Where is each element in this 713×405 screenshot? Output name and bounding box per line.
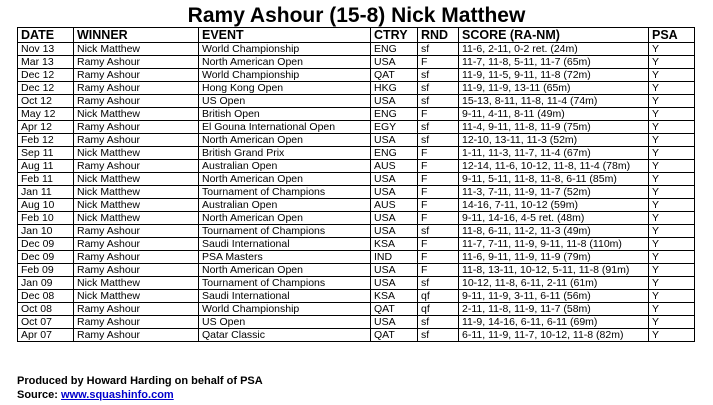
- table-row: [18, 69, 695, 82]
- cell-winner: Ramy Ashour: [74, 251, 199, 264]
- cell-date: Feb 10: [18, 212, 74, 225]
- cell-event: PSA Masters: [199, 251, 371, 264]
- table-row: [18, 264, 695, 277]
- cell-country: USA: [371, 277, 418, 290]
- cell-date: Dec 09: [18, 238, 74, 251]
- cell-event: Hong Kong Open: [199, 82, 371, 95]
- cell-event: World Championship: [199, 69, 371, 82]
- cell-event: British Grand Prix: [199, 147, 371, 160]
- cell-psa: Y: [649, 251, 695, 264]
- cell-round: sf: [418, 316, 459, 329]
- cell-date: Aug 10: [18, 199, 74, 212]
- table-row: [18, 134, 695, 147]
- cell-score: 11-9, 11-5, 9-11, 11-8 (72m): [459, 69, 649, 82]
- cell-round: F: [418, 251, 459, 264]
- cell-event: North American Open: [199, 212, 371, 225]
- cell-country: KSA: [371, 290, 418, 303]
- cell-date: Feb 09: [18, 264, 74, 277]
- cell-score: 10-12, 11-8, 6-11, 2-11 (61m): [459, 277, 649, 290]
- cell-psa: Y: [649, 199, 695, 212]
- cell-date: Jan 11: [18, 186, 74, 199]
- cell-score: 14-16, 7-11, 10-12 (59m): [459, 199, 649, 212]
- cell-date: Oct 12: [18, 95, 74, 108]
- cell-round: F: [418, 264, 459, 277]
- cell-winner: Nick Matthew: [74, 108, 199, 121]
- cell-psa: Y: [649, 225, 695, 238]
- cell-round: sf: [418, 121, 459, 134]
- cell-round: sf: [418, 134, 459, 147]
- cell-round: F: [418, 108, 459, 121]
- cell-score: 11-9, 11-9, 13-11 (65m): [459, 82, 649, 95]
- cell-psa: Y: [649, 69, 695, 82]
- cell-score: 12-14, 11-6, 10-12, 11-8, 11-4 (78m): [459, 160, 649, 173]
- cell-winner: Ramy Ashour: [74, 95, 199, 108]
- table-row: [18, 251, 695, 264]
- cell-round: sf: [418, 95, 459, 108]
- cell-score: 2-11, 11-8, 11-9, 11-7 (58m): [459, 303, 649, 316]
- cell-score: 9-11, 14-16, 4-5 ret. (48m): [459, 212, 649, 225]
- cell-winner: Nick Matthew: [74, 173, 199, 186]
- cell-event: Saudi International: [199, 290, 371, 303]
- cell-psa: Y: [649, 147, 695, 160]
- cell-psa: Y: [649, 43, 695, 56]
- cell-event: Qatar Classic: [199, 329, 371, 342]
- produced-by-text: Produced by Howard Harding on behalf of PSA: [17, 375, 263, 387]
- table-row: [18, 186, 695, 199]
- cell-winner: Nick Matthew: [74, 277, 199, 290]
- cell-country: USA: [371, 212, 418, 225]
- cell-event: Tournament of Champions: [199, 186, 371, 199]
- cell-country: USA: [371, 186, 418, 199]
- cell-event: North American Open: [199, 264, 371, 277]
- cell-date: Oct 08: [18, 303, 74, 316]
- cell-date: Dec 08: [18, 290, 74, 303]
- cell-score: 11-6, 2-11, 0-2 ret. (24m): [459, 43, 649, 56]
- cell-score: 6-11, 11-9, 11-7, 10-12, 11-8 (82m): [459, 329, 649, 342]
- cell-psa: Y: [649, 160, 695, 173]
- cell-round: F: [418, 160, 459, 173]
- cell-score: 1-11, 11-3, 11-7, 11-4 (67m): [459, 147, 649, 160]
- cell-round: sf: [418, 43, 459, 56]
- cell-date: Dec 12: [18, 82, 74, 95]
- cell-round: F: [418, 212, 459, 225]
- cell-score: 11-7, 11-8, 5-11, 11-7 (65m): [459, 56, 649, 69]
- cell-round: sf: [418, 329, 459, 342]
- cell-round: sf: [418, 277, 459, 290]
- cell-score: 11-6, 9-11, 11-9, 11-9 (79m): [459, 251, 649, 264]
- cell-event: North American Open: [199, 134, 371, 147]
- cell-winner: Ramy Ashour: [74, 82, 199, 95]
- column-header-date: DATE: [18, 28, 74, 43]
- cell-winner: Ramy Ashour: [74, 303, 199, 316]
- column-header-winner: WINNER: [74, 28, 199, 43]
- cell-winner: Ramy Ashour: [74, 238, 199, 251]
- cell-winner: Ramy Ashour: [74, 69, 199, 82]
- cell-round: sf: [418, 82, 459, 95]
- cell-date: Feb 11: [18, 173, 74, 186]
- table-row: [18, 95, 695, 108]
- table-row: [18, 316, 695, 329]
- cell-date: Aug 11: [18, 160, 74, 173]
- table-row: [18, 56, 695, 69]
- cell-psa: Y: [649, 277, 695, 290]
- cell-date: Jan 09: [18, 277, 74, 290]
- cell-country: ENG: [371, 147, 418, 160]
- cell-psa: Y: [649, 82, 695, 95]
- cell-round: qf: [418, 290, 459, 303]
- cell-country: EGY: [371, 121, 418, 134]
- cell-event: US Open: [199, 316, 371, 329]
- cell-score: 11-9, 14-16, 6-11, 6-11 (69m): [459, 316, 649, 329]
- table-body: [18, 43, 695, 342]
- cell-round: sf: [418, 225, 459, 238]
- cell-country: ENG: [371, 43, 418, 56]
- cell-winner: Nick Matthew: [74, 212, 199, 225]
- cell-score: 9-11, 5-11, 11-8, 11-8, 6-11 (85m): [459, 173, 649, 186]
- cell-country: AUS: [371, 160, 418, 173]
- cell-country: QAT: [371, 303, 418, 316]
- cell-country: USA: [371, 134, 418, 147]
- cell-score: 11-3, 7-11, 11-9, 11-7 (52m): [459, 186, 649, 199]
- cell-psa: Y: [649, 95, 695, 108]
- cell-score: 12-10, 13-11, 11-3 (52m): [459, 134, 649, 147]
- table-row: [18, 238, 695, 251]
- cell-event: Australian Open: [199, 160, 371, 173]
- cell-winner: Ramy Ashour: [74, 225, 199, 238]
- cell-date: Nov 13: [18, 43, 74, 56]
- cell-event: Saudi International: [199, 238, 371, 251]
- cell-country: ENG: [371, 108, 418, 121]
- cell-event: Tournament of Champions: [199, 277, 371, 290]
- cell-psa: Y: [649, 134, 695, 147]
- table-row: [18, 199, 695, 212]
- cell-score: 11-8, 13-11, 10-12, 5-11, 11-8 (91m): [459, 264, 649, 277]
- page-title: Ramy Ashour (15-8) Nick Matthew: [187, 4, 526, 27]
- cell-winner: Nick Matthew: [74, 186, 199, 199]
- cell-psa: Y: [649, 108, 695, 121]
- cell-event: World Championship: [199, 43, 371, 56]
- cell-event: British Open: [199, 108, 371, 121]
- table-row: [18, 225, 695, 238]
- cell-winner: Ramy Ashour: [74, 264, 199, 277]
- source-link[interactable]: www.squashinfo.com: [61, 389, 174, 401]
- column-header-score: SCORE (RA-NM): [459, 28, 649, 43]
- source-label: Source:: [17, 389, 58, 401]
- cell-country: USA: [371, 95, 418, 108]
- cell-country: USA: [371, 264, 418, 277]
- cell-date: Dec 09: [18, 251, 74, 264]
- cell-country: QAT: [371, 69, 418, 82]
- column-header-psa: PSA: [649, 28, 695, 43]
- cell-round: F: [418, 173, 459, 186]
- cell-date: Dec 12: [18, 69, 74, 82]
- cell-country: IND: [371, 251, 418, 264]
- cell-winner: Ramy Ashour: [74, 56, 199, 69]
- cell-winner: Nick Matthew: [74, 290, 199, 303]
- cell-psa: Y: [649, 121, 695, 134]
- cell-country: QAT: [371, 329, 418, 342]
- table-row: [18, 121, 695, 134]
- cell-score: 11-4, 9-11, 11-8, 11-9 (75m): [459, 121, 649, 134]
- cell-round: qf: [418, 303, 459, 316]
- cell-psa: Y: [649, 173, 695, 186]
- cell-round: F: [418, 186, 459, 199]
- cell-winner: Nick Matthew: [74, 147, 199, 160]
- cell-date: Sep 11: [18, 147, 74, 160]
- cell-psa: Y: [649, 212, 695, 225]
- cell-date: Oct 07: [18, 316, 74, 329]
- table-row: [18, 290, 695, 303]
- cell-event: Australian Open: [199, 199, 371, 212]
- cell-date: Apr 07: [18, 329, 74, 342]
- cell-country: KSA: [371, 238, 418, 251]
- cell-winner: Ramy Ashour: [74, 134, 199, 147]
- cell-event: El Gouna International Open: [199, 121, 371, 134]
- cell-psa: Y: [649, 264, 695, 277]
- cell-country: USA: [371, 56, 418, 69]
- table-row: [18, 212, 695, 225]
- cell-event: US Open: [199, 95, 371, 108]
- table-row: [18, 108, 695, 121]
- table-row: [18, 82, 695, 95]
- cell-psa: Y: [649, 290, 695, 303]
- cell-round: F: [418, 56, 459, 69]
- cell-winner: Ramy Ashour: [74, 121, 199, 134]
- cell-date: May 12: [18, 108, 74, 121]
- cell-psa: Y: [649, 316, 695, 329]
- column-header-round: RND: [418, 28, 459, 43]
- column-header-country: CTRY: [371, 28, 418, 43]
- table-row: [18, 43, 695, 56]
- cell-score: 15-13, 8-11, 11-8, 11-4 (74m): [459, 95, 649, 108]
- cell-event: World Championship: [199, 303, 371, 316]
- column-header-event: EVENT: [199, 28, 371, 43]
- cell-psa: Y: [649, 329, 695, 342]
- cell-round: F: [418, 147, 459, 160]
- cell-winner: Ramy Ashour: [74, 329, 199, 342]
- cell-winner: Ramy Ashour: [74, 160, 199, 173]
- cell-country: AUS: [371, 199, 418, 212]
- cell-psa: Y: [649, 56, 695, 69]
- cell-country: HKG: [371, 82, 418, 95]
- cell-round: F: [418, 199, 459, 212]
- cell-event: Tournament of Champions: [199, 225, 371, 238]
- cell-round: F: [418, 238, 459, 251]
- cell-score: 11-7, 7-11, 11-9, 9-11, 11-8 (110m): [459, 238, 649, 251]
- table-row: [18, 147, 695, 160]
- cell-psa: Y: [649, 303, 695, 316]
- cell-date: Jan 10: [18, 225, 74, 238]
- table-header-row: [18, 28, 695, 43]
- cell-country: USA: [371, 173, 418, 186]
- cell-psa: Y: [649, 238, 695, 251]
- cell-psa: Y: [649, 186, 695, 199]
- cell-score: 11-8, 6-11, 11-2, 11-3 (49m): [459, 225, 649, 238]
- cell-country: USA: [371, 316, 418, 329]
- head-to-head-table: [17, 27, 695, 342]
- cell-score: 9-11, 4-11, 8-11 (49m): [459, 108, 649, 121]
- table-row: [18, 173, 695, 186]
- source-line: [17, 389, 263, 402]
- cell-round: sf: [418, 69, 459, 82]
- cell-winner: Nick Matthew: [74, 43, 199, 56]
- table-row: [18, 329, 695, 342]
- cell-score: 9-11, 11-9, 3-11, 6-11 (56m): [459, 290, 649, 303]
- cell-event: North American Open: [199, 56, 371, 69]
- cell-country: USA: [371, 225, 418, 238]
- cell-event: North American Open: [199, 173, 371, 186]
- table-row: [18, 160, 695, 173]
- cell-date: Mar 13: [18, 56, 74, 69]
- cell-winner: Ramy Ashour: [74, 316, 199, 329]
- cell-date: Feb 12: [18, 134, 74, 147]
- cell-date: Apr 12: [18, 121, 74, 134]
- footer: [17, 375, 263, 402]
- table-row: [18, 277, 695, 290]
- table-row: [18, 303, 695, 316]
- cell-winner: Nick Matthew: [74, 199, 199, 212]
